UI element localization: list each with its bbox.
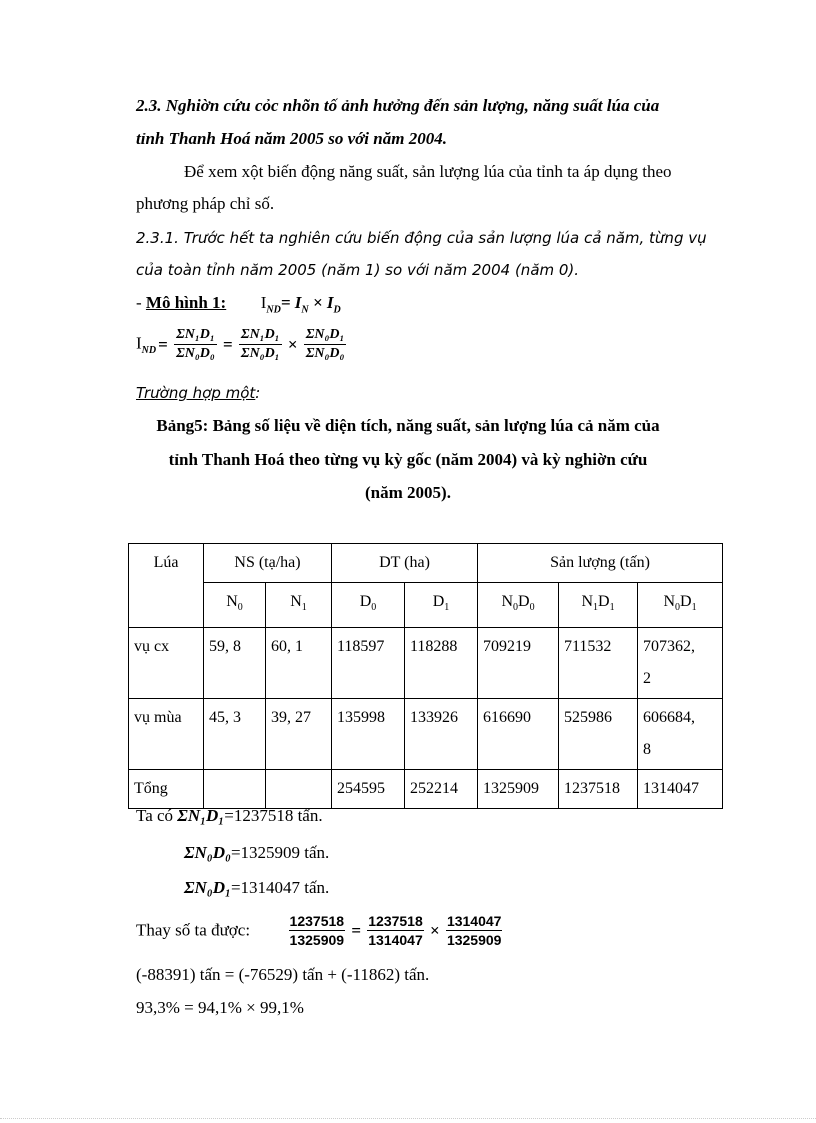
calc-line3: ΣN₀D₁=1314047 tấn.: [184, 878, 330, 897]
intro-line1: Để xem xột biến động năng suất, sản lượng lúa của tỉnh ta áp dụng theo: [184, 162, 672, 181]
result-absolute: (-88391) tấn = (-76529) tấn + (-11862) tấn.: [136, 965, 430, 984]
formula1: $I_{ND}= I_N \times I_D$: [260, 293, 341, 316]
table-title-line2: tỉnh Thanh Hoá theo từng vụ kỳ gốc (năm 2004) và kỳ nghiờn cứu: [168, 450, 648, 469]
formula2-frac-b: $\frac{\text{ΣN₁D₁}}{\text{ΣN₀D₁}}$: [240, 327, 280, 361]
calc-line1: Ta có ΣN₁D₁=1237518 tấn.: [136, 806, 323, 825]
subst-frac-1: $\frac{1237518}{1325909}$: [289, 913, 345, 948]
header-dt: DT (ha): [332, 544, 478, 583]
formula2-frac-a: $\frac{\text{ΣN₁D₁}}{\text{ΣN₀D₀}}$: [176, 327, 215, 361]
header-ns: NS (tạ/ha): [204, 544, 332, 583]
table-row: vụ mùa 45, 3 39, 27 135998 133926 616690 525986 606684, 8: [129, 699, 723, 770]
formula2-frac-c: $\frac{\text{ΣN₀D₁}}{\text{ΣN₀D₀}}$: [305, 327, 345, 361]
table-row-total: Tổng 254595 252214 1325909 1237518 1314047: [129, 770, 723, 809]
subst-frac-2: $\frac{1237518}{1314047}$: [368, 913, 423, 948]
sub-n0: $N_0$: [204, 583, 266, 628]
sub-n1: $N_1$: [266, 583, 332, 628]
substitution-line: Thay số ta được: $\frac{1237518}{1325909}$ = $\frac{1237518}{1314047}$ × $\frac{1314047}{1325909}$: [136, 913, 502, 948]
page-bottom-border: [0, 1118, 816, 1119]
sub-n0d1: $N_0D_1$: [638, 583, 723, 628]
table-subheader-row: [129, 583, 723, 628]
sub-d0: $D_0$: [332, 583, 405, 628]
subst-frac-3: $\frac{1314047}{1325909}$: [446, 913, 502, 948]
sub-n0d0: $N_0D_0$: [478, 583, 559, 628]
table-title-line3: (năm 2005).: [365, 483, 451, 502]
calc-line2: ΣN₀D₀=1325909 tấn.: [184, 843, 330, 862]
header-lua: Lúa: [129, 544, 204, 628]
header-sl: Sản lượng (tấn): [478, 544, 723, 583]
sub-d1: $D_1$: [405, 583, 478, 628]
subsection-line1: 2.3.1. Trước hết ta nghiên cứu biến động của sản lượng lúa cả năm, từng vụ: [136, 229, 707, 247]
section-heading-line2: tỉnh Thanh Hoá năm 2005 so với năm 2004.: [136, 129, 447, 148]
model-label: Mô hình 1:: [145, 293, 227, 312]
model-prefix: -: [136, 293, 146, 312]
case-label: Trường hợp một:: [136, 384, 261, 402]
data-table: [128, 543, 723, 809]
model-line: [136, 291, 341, 322]
intro-line2: phương pháp chỉ số.: [136, 194, 275, 213]
table-header-row: [129, 544, 723, 583]
subsection-line2: của toàn tỉnh năm 2005 (năm 1) so với năm 2004 (năm 0).: [136, 261, 580, 279]
table-row: vụ cx 59, 8 60, 1 118597 118288 709219 711532 707362, 2: [129, 628, 723, 699]
sub-n1d1: $N_1D_1$: [559, 583, 638, 628]
section-heading-line1: 2.3. Nghiờn cứu cỏc nhõn tố ảnh hưởng đến sản lượng, năng suất lúa của: [136, 96, 660, 115]
table-title-line1: Bảng5: Bảng số liệu về diện tích, năng suất, sản lượng lúa cả năm của: [156, 416, 660, 435]
result-percent: 93,3% = 94,1% × 99,1%: [136, 998, 304, 1017]
formula2: $I_{ND}$ = $\frac{\text{ΣN₁D₁}}{\text{ΣN₀D₀}}$ = $\frac{\text{ΣN₁D₁}}{\text{ΣN₀D₁}}$ × $\frac{\text{ΣN₀D₁}}{\text{ΣN₀D₀}}$: [136, 327, 345, 361]
